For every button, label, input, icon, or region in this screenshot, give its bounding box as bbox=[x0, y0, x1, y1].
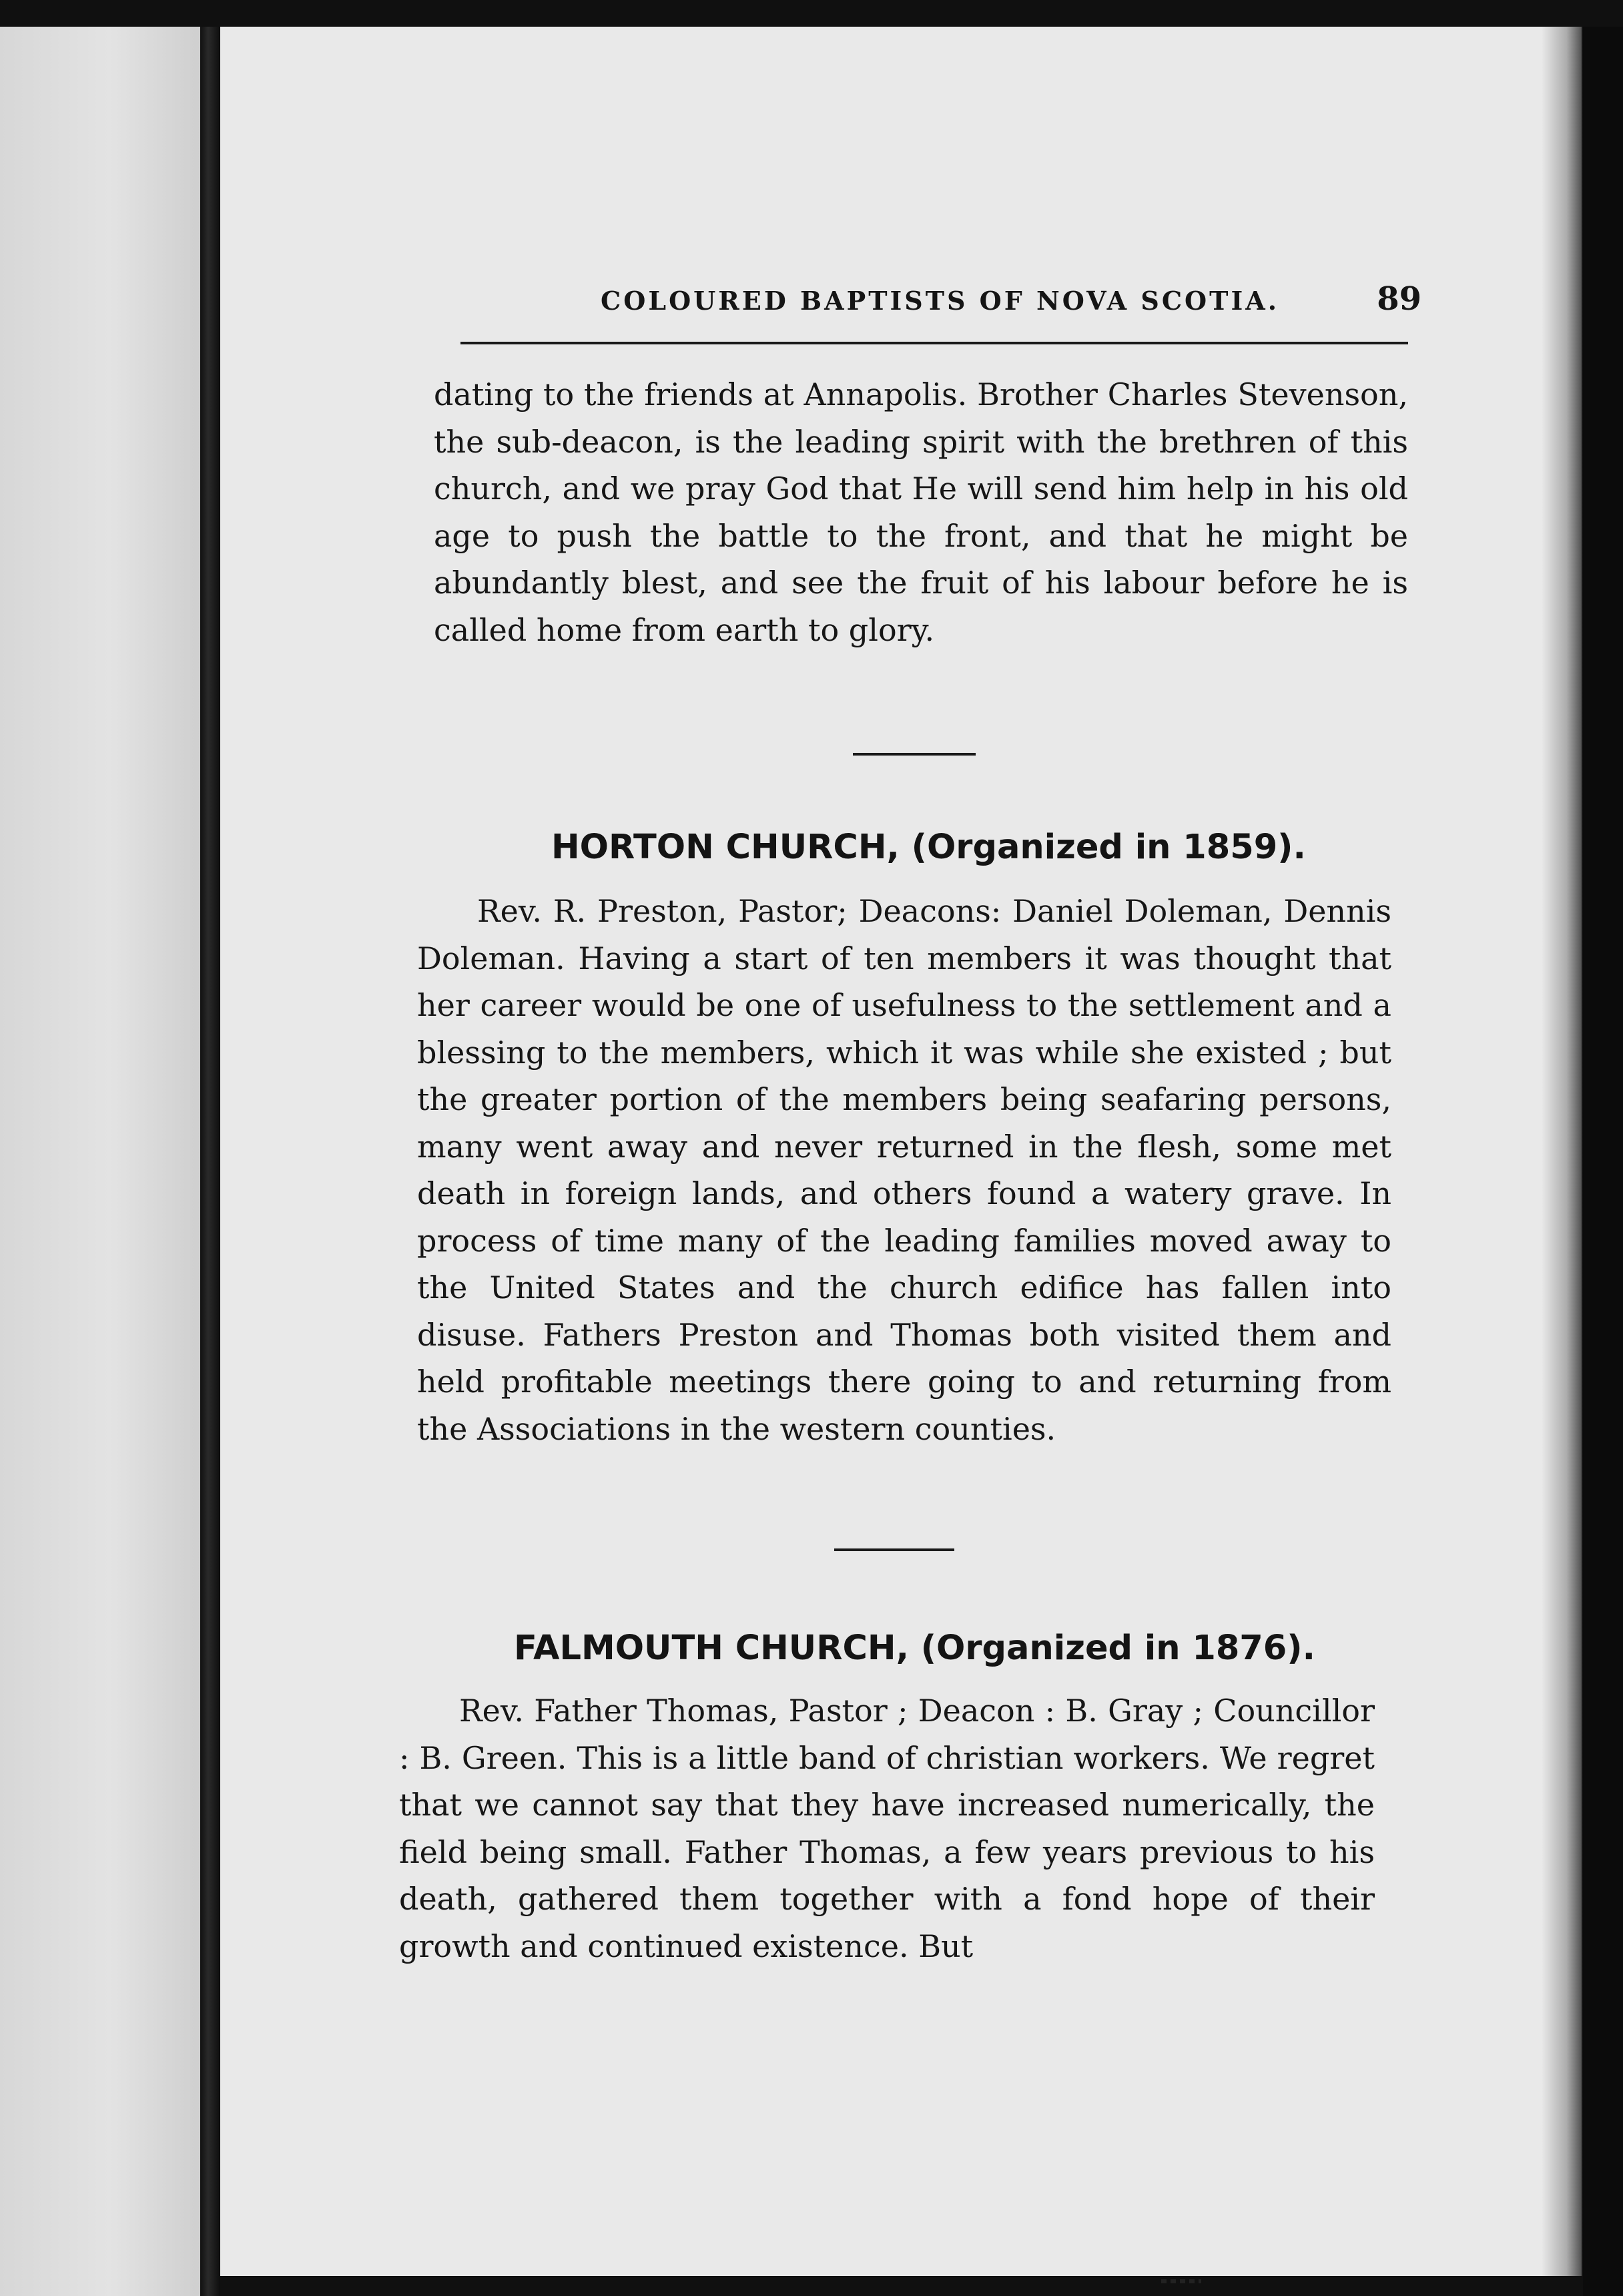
continued-paragraph: dating to the friends at Annapolis. Brother Charles Stevenson, the sub-deacon, is the leading spirit with the brethren of this church, and we pray God that He will send him help in his old age to push the battle to the front, and that he might be abundantly blest, and see the fruit of his labour before he is called home from earth to glory. bbox=[434, 376, 1408, 648]
header-rule bbox=[460, 342, 1408, 344]
section-body-horton: Rev. R. Preston, Pastor; Deacons: Daniel Doleman, Dennis Doleman. Having a start of ten members it was thought that her career would be one of usefulness to the settlement and a blessing to the members, which it was while she existed ; but the greater portion of the members being seafaring persons, many went away and never returned in the flesh, some met death in foreign lands, and others found a watery grave. In process of time many of the leading families moved away to the United States and the church edifice has fallen into disuse. Fathers Preston and Thomas both visited them and held profitable meetings there going to and returning from the Associations in the western counties. bbox=[417, 893, 1391, 1447]
running-header bbox=[601, 280, 1421, 327]
page-edge-shadow bbox=[1542, 27, 1583, 2276]
section-heading-falmouth: FALMOUTH CHURCH, (Organized in 1876). bbox=[514, 1629, 1315, 1668]
section-divider bbox=[834, 1548, 954, 1551]
section-divider bbox=[853, 753, 976, 756]
book-gutter bbox=[200, 27, 220, 2296]
page-bottom-mark bbox=[1161, 2279, 1201, 2283]
right-scan-border bbox=[1583, 27, 1623, 2296]
running-title: COLOURED BAPTISTS OF NOVA SCOTIA. bbox=[601, 286, 1279, 316]
section-body-falmouth: Rev. Father Thomas, Pastor ; Deacon : B. Gray ; Councillor : B. Green. This is a little band of christian workers. We regret that we cannot say that they have increased numerically, the field being small. Father Thomas, a few years previous to his death, gathered them together with a fond hope of their growth and continued existence. But bbox=[399, 1693, 1375, 1964]
section-heading-horton: HORTON CHURCH, (Organized in 1859). bbox=[551, 828, 1306, 867]
left-page-edge bbox=[0, 27, 200, 2296]
page-number: 89 bbox=[1377, 280, 1421, 318]
